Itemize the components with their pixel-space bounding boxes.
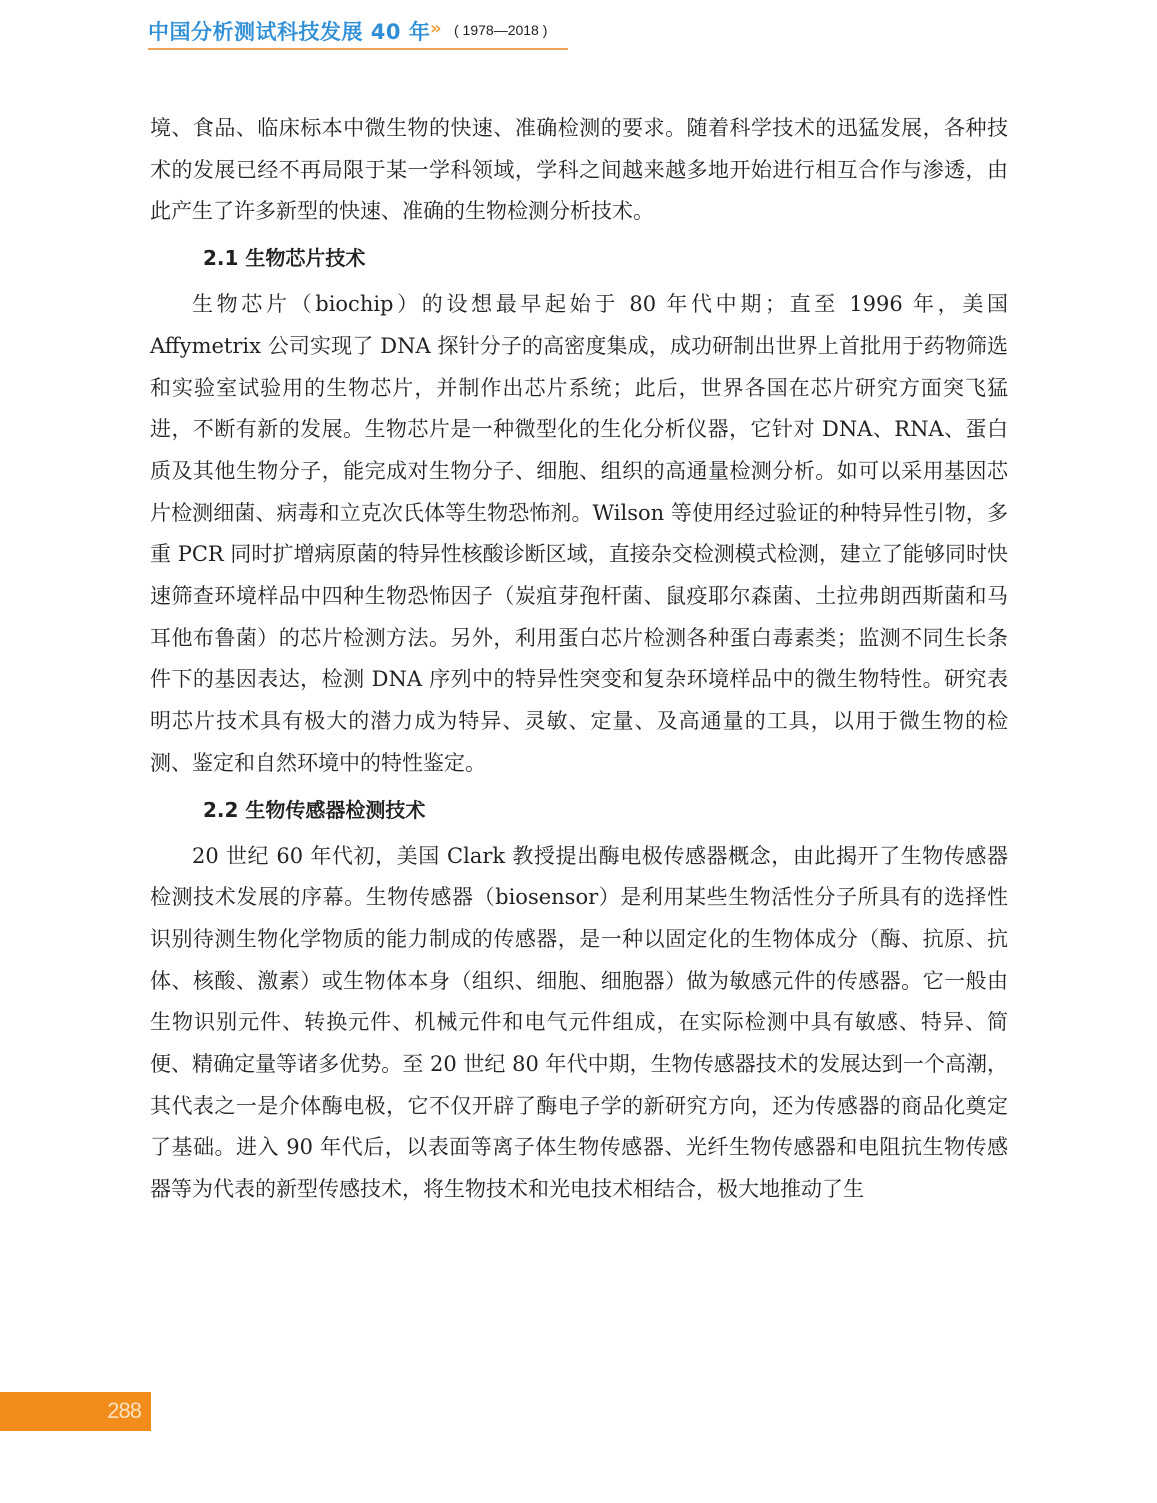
page-number-tab: [0, 1392, 151, 1431]
year-range: ( 1978—2018 ): [454, 22, 548, 38]
double-chevron-icon: »: [430, 18, 442, 39]
page-number: 288: [107, 1398, 141, 1423]
paragraph-biochip: 生物芯片（biochip）的设想最早起始于 80 年代中期；直至 1996 年，美国 Affymetrix 公司实现了 DNA 探针分子的高密度集成，成功研制出世界上首批用于药物筛选和实验室试验用的生物芯片，并制作出芯片系统；此后，世界各国在芯片研究方面突飞猛进，不断有新的发展。生物芯片是一种微型化的生化分析仪器，它针对 DNA、RNA、蛋白质及其他生物分子，能完成对生物分子、细胞、组织的高通量检测分析。如可以采用基因芯片检测细菌、病毒和立克次氏体等生物恐怖剂。Wilson 等使用经过验证的种特异性引物，多重 PCR 同时扩增病原菌的特异性核酸诊断区域，直接杂交检测模式检测，建立了能够同时快速筛查环境样品中四种生物恐怖因子（炭疽芽孢杆菌、鼠疫耶尔森菌、土拉弗朗西斯菌和马耳他布鲁菌）的芯片检测方法。另外，利用蛋白芯片检测各种蛋白毒素类；监测不同生长条件下的基因表达，检测 DNA 序列中的特异性突变和复杂环境样品中的微生物特性。研究表明芯片技术具有极大的潜力成为特异、灵敏、定量、及高通量的工具，以用于微生物的检测、鉴定和自然环境中的特性鉴定。: [150, 292, 1008, 775]
section-heading-2-2: 2.2 生物传感器检测技术: [203, 797, 426, 822]
section-heading-2-1: 2.1 生物芯片技术: [203, 246, 366, 271]
book-title: 中国分析测试科技发展 40 年: [148, 20, 431, 44]
running-header: [148, 12, 568, 50]
page-body: [150, 108, 1008, 1211]
paragraph-biosensor: 20 世纪 60 年代初，美国 Clark 教授提出酶电极传感器概念，由此揭开了生物传感器检测技术发展的序幕。生物传感器（biosensor）是利用某些生物活性分子所具有的选择性识别待测生物化学物质的能力制成的传感器，是一种以固定化的生物体成分（酶、抗原、抗体、核酸、激素）或生物体本身（组织、细胞、细胞器）做为敏感元件的传感器。它一般由生物识别元件、转换元件、机械元件和电气元件组成，在实际检测中具有敏感、特异、简便、精确定量等诸多优势。至 20 世纪 80 年代中期，生物传感器技术的发展达到一个高潮，其代表之一是介体酶电极，它不仅开辟了酶电子学的新研究方向，还为传感器的商品化奠定了基础。进入 90 年代后，以表面等离子体生物传感器、光纤生物传感器和电阻抗生物传感器等为代表的新型传感技术，将生物技术和光电技术相结合，极大地推动了生: [150, 843, 1008, 1202]
paragraph-intro: 境、食品、临床标本中微生物的快速、准确检测的要求。随着科学技术的迅猛发展，各种技术的发展已经不再局限于某一学科领域，学科之间越来越多地开始进行相互合作与渗透，由此产生了许多新型的快速、准确的生物检测分析技术。: [150, 116, 1008, 224]
